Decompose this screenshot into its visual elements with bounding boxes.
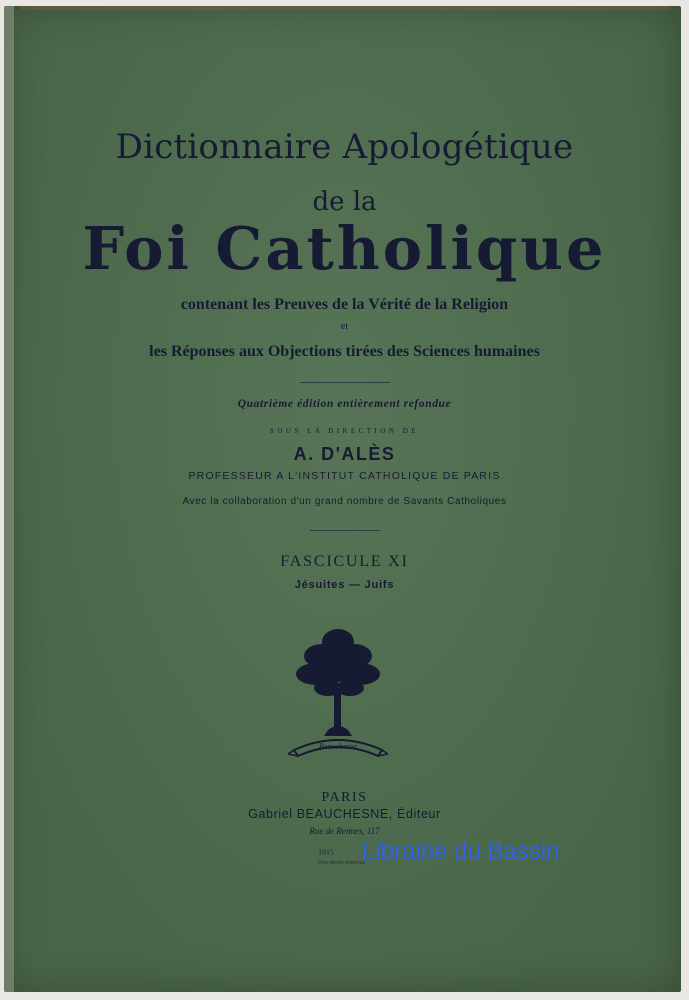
emblem-banner-text: Beauchesne	[318, 742, 358, 751]
divider-rule	[310, 530, 380, 531]
subtitle-connector: et	[340, 321, 349, 332]
author-name: A. D'ALÈS	[293, 444, 396, 464]
publication-city: PARIS	[321, 790, 368, 805]
title-line-1: Dictionnaire Apologétique	[115, 127, 574, 167]
edition-note: Quatrième édition entièrement refondue	[237, 398, 452, 410]
cover-top-edge	[20, 6, 670, 10]
title-line-2: de la	[312, 187, 377, 217]
fascicule-number: FASCICULE XI	[280, 553, 409, 570]
author-title: PROFESSEUR A L'INSTITUT CATHOLIQUE DE PARIS	[188, 470, 501, 482]
subtitle-line-2: les Réponses aux Objections tirées des Sciences humaines	[149, 343, 540, 360]
publisher-name: Gabriel BEAUCHESNE, Éditeur	[248, 807, 441, 821]
title-line-3: Foi Catholique	[82, 214, 607, 283]
rights-notice: Tous droits réservés	[317, 860, 365, 866]
direction-label: SOUS LA DIRECTION DE	[269, 427, 420, 435]
publication-year: 1915	[318, 848, 334, 857]
bookseller-watermark: Librairie du Bassin	[362, 838, 560, 865]
fascicule-topics: Jésuites — Juifs	[294, 579, 395, 591]
collaboration-note: Avec la collaboration d'un grand nombre de Savants Catholiques	[182, 496, 507, 507]
divider-rule	[300, 382, 390, 383]
subtitle-line-1: contenant les Preuves de la Vérité de la Religion	[180, 296, 509, 313]
tree-emblem-icon	[288, 622, 388, 762]
publisher-address: Rue de Rennes, 117	[309, 826, 380, 836]
